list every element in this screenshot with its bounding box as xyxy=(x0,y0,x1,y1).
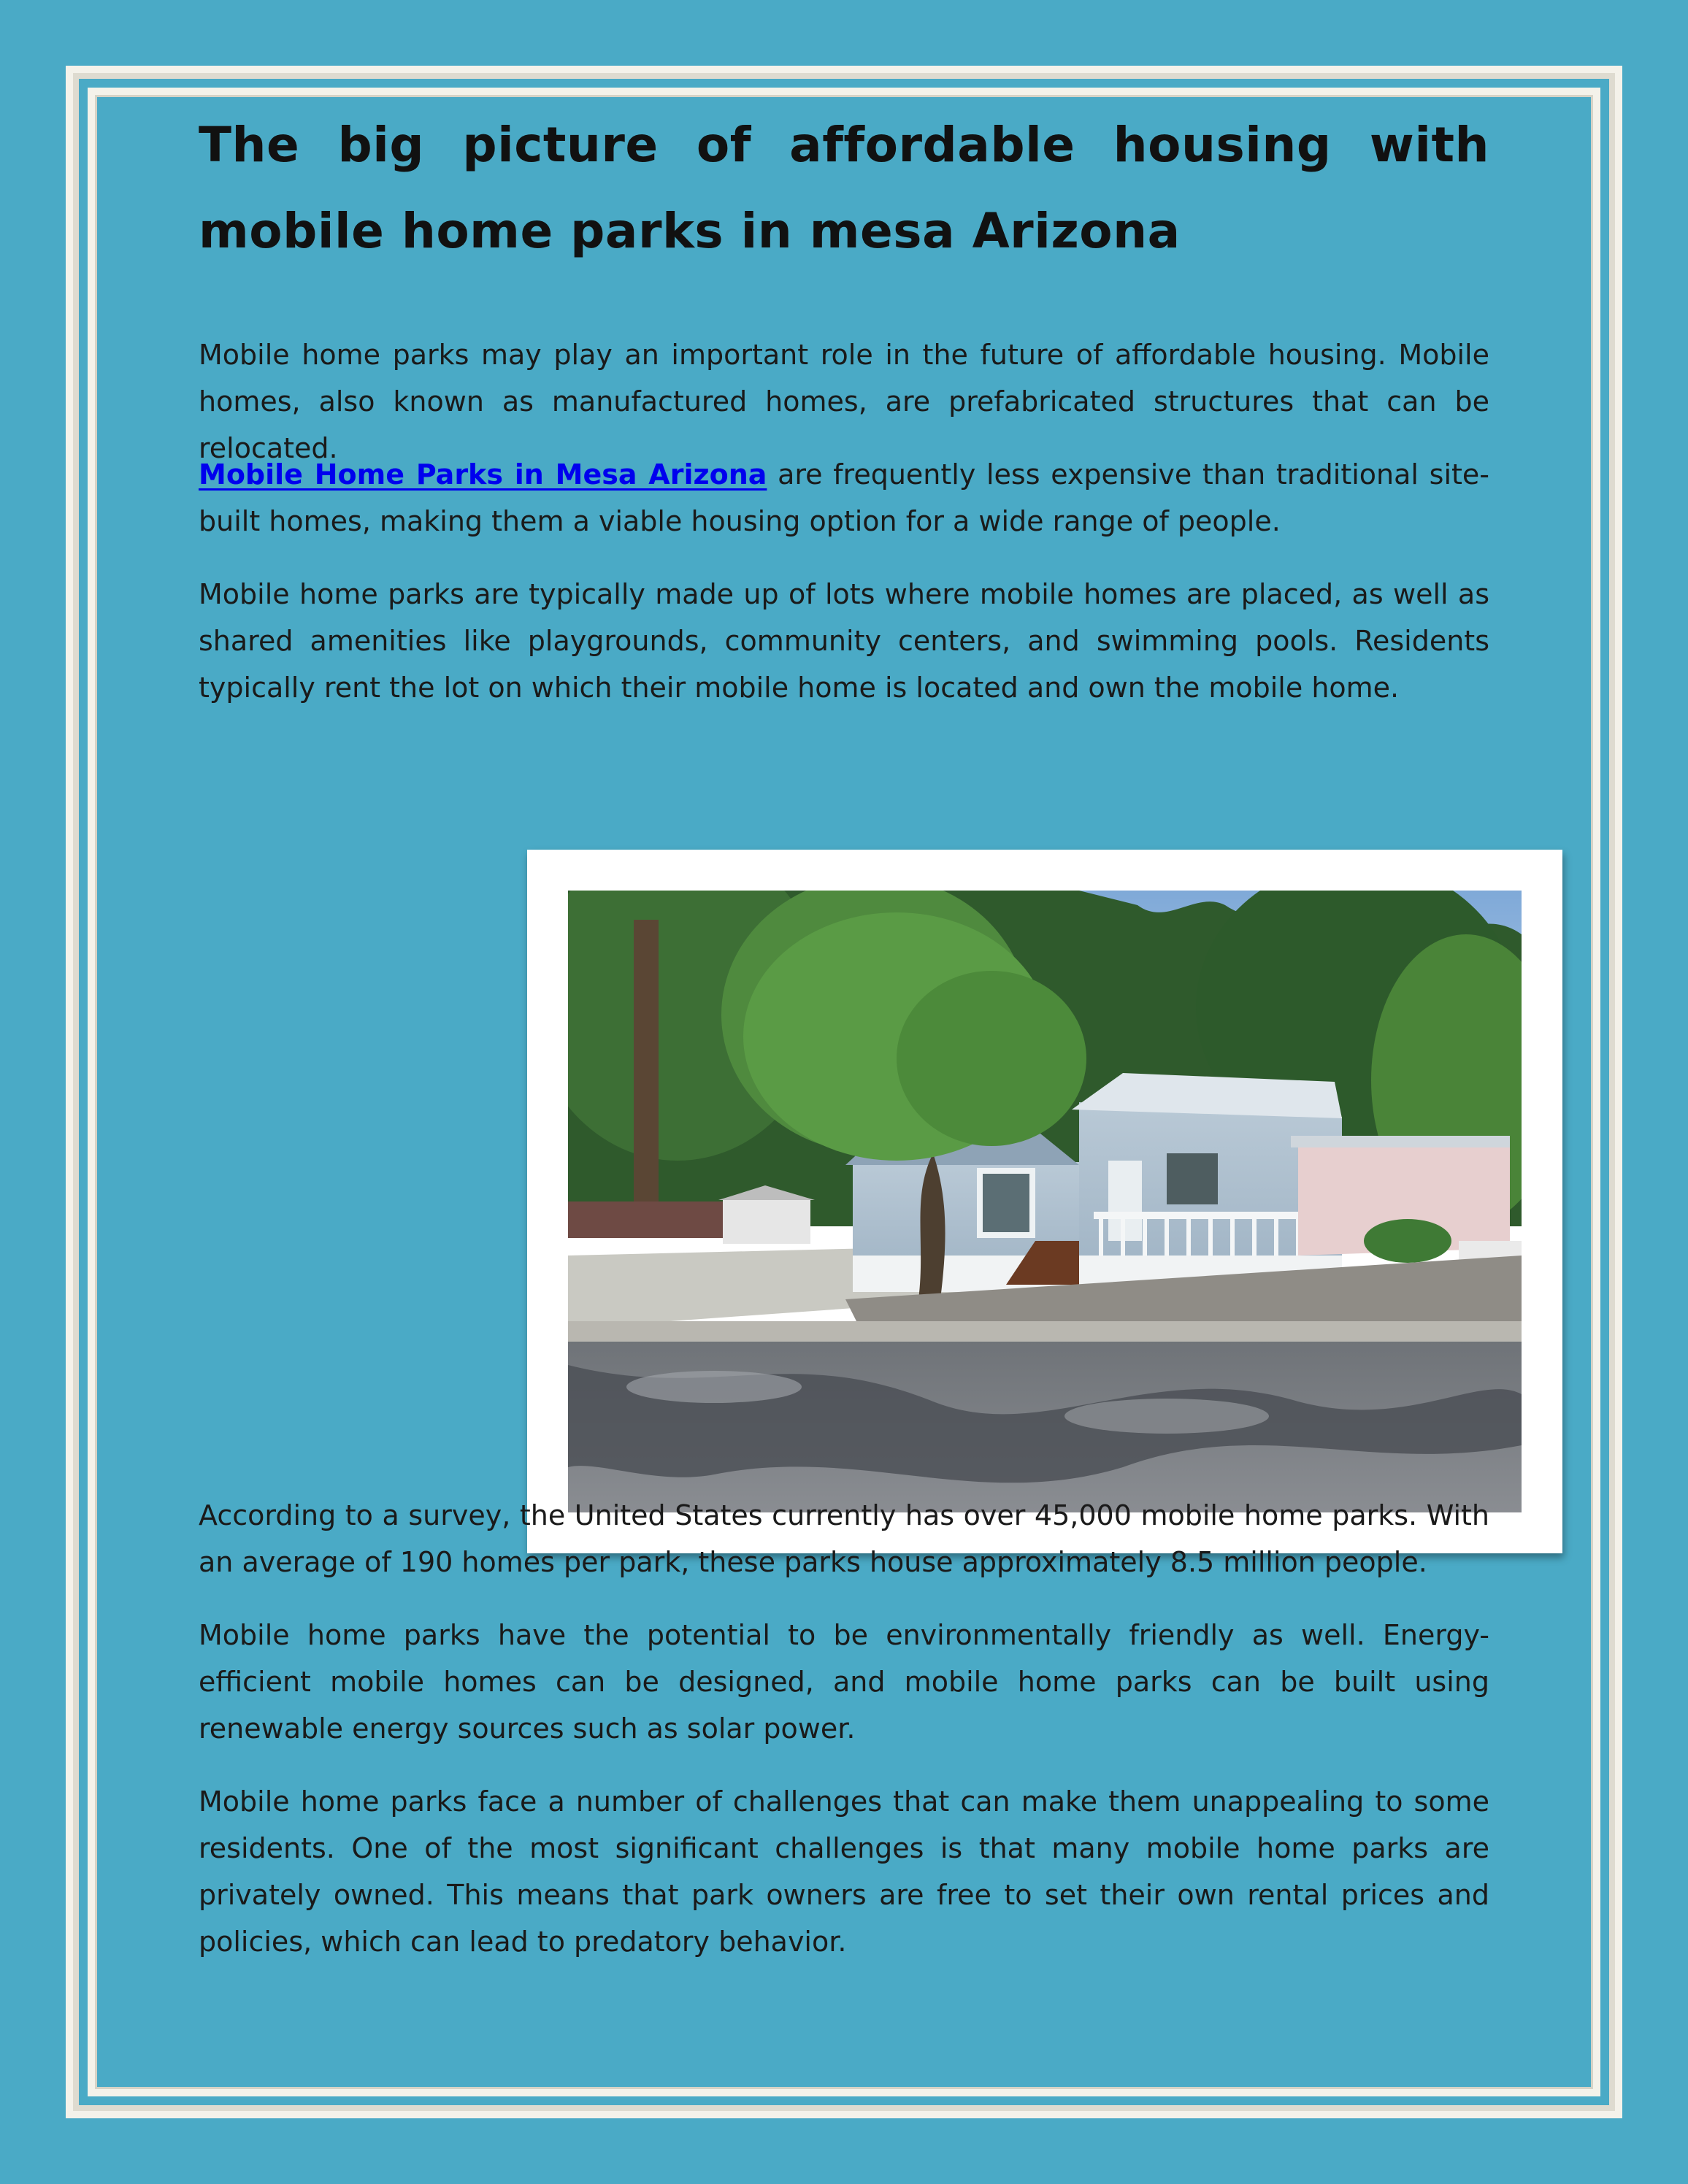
paragraph-layout: Mobile home parks are typically made up of lots where mobile homes are placed, as well as shared amenities like playgrounds, community centers, and swimming pools. Residents typically rent the lot on which their mobile home is located and own the mobile home. xyxy=(199,578,1489,704)
paragraph-intro: Mobile home parks may play an important role in the future of affordable housing. Mobile homes, also known as manufactured homes, are prefabricated structures that can be relocated. xyxy=(199,339,1489,464)
paragraph-challenges: Mobile home parks face a number of challenges that can make them unappealing to some residents. One of the most significant challenges is that many mobile home parks are privately owned. This means that park owners are free to set their own rental prices and policies, which can lead to predatory behavior. xyxy=(199,1785,1489,1958)
paragraph-statistics: According to a survey, the United States currently has over 45,000 mobile home parks. With an average of 190 homes per park, these parks house approximately 8.5 million people. xyxy=(199,1499,1489,1578)
paragraph-cost xyxy=(199,451,1489,545)
document-content xyxy=(199,102,1489,1958)
mobile-home-photo xyxy=(568,891,1522,1512)
paragraph-cost-text: are frequently less expensive than traditional site-built homes, making them a viable housing option for a wide range of people. xyxy=(199,458,1489,537)
paragraph-environment: Mobile home parks have the potential to be environmentally friendly as well. Energy-efficient mobile homes can be designed, and mobile home parks can be built using renewable energy sources such as solar power. xyxy=(199,1619,1489,1745)
mesa-parks-link[interactable]: Mobile Home Parks in Mesa Arizona xyxy=(199,458,767,491)
page-title: The big picture of affordable housing with mobile home parks in mesa Arizona xyxy=(199,117,1489,259)
photo-frame xyxy=(527,850,1562,1553)
